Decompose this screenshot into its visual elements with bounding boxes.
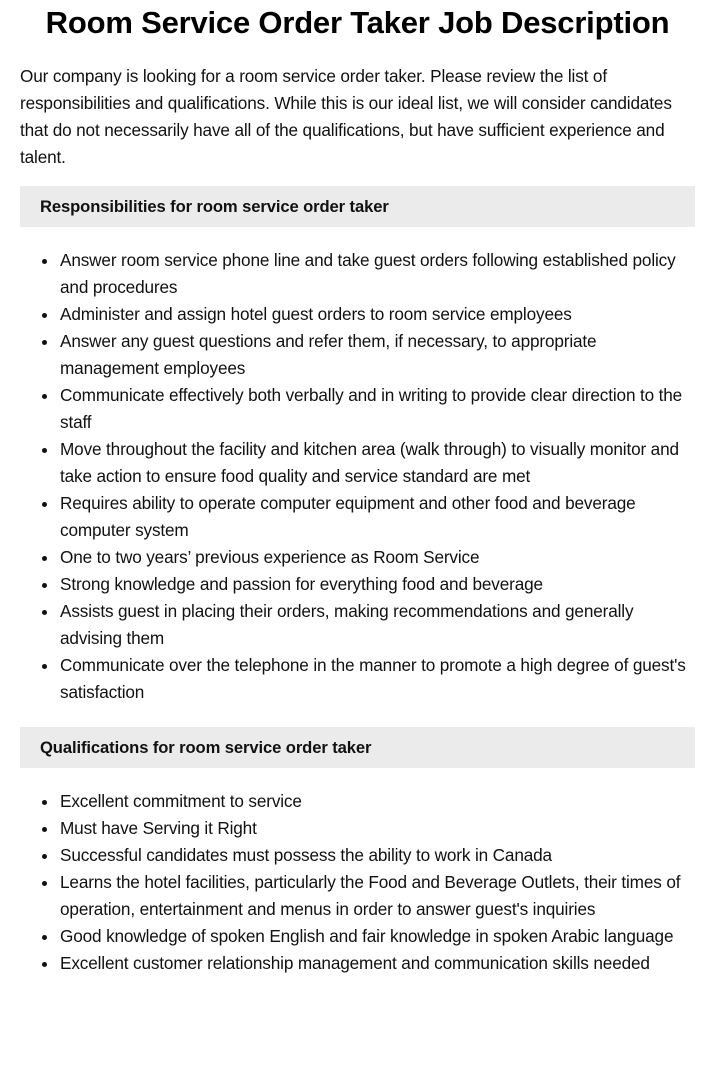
list-item: Excellent customer relationship management and communication skills needed [60, 950, 695, 977]
responsibilities-list [20, 247, 695, 706]
list-item: Answer any guest questions and refer them, if necessary, to appropriate management employees [60, 328, 695, 382]
qualifications-heading: Qualifications for room service order taker [20, 727, 695, 768]
list-item: Excellent commitment to service [60, 788, 695, 815]
qualifications-list [20, 788, 695, 977]
list-item: Requires ability to operate computer equipment and other food and beverage computer system [60, 490, 695, 544]
list-item: Strong knowledge and passion for everything food and beverage [60, 571, 695, 598]
list-item: Must have Serving it Right [60, 815, 695, 842]
list-item: Successful candidates must possess the ability to work in Canada [60, 842, 695, 869]
list-item: Answer room service phone line and take guest orders following established policy and procedures [60, 247, 695, 301]
list-item: Communicate effectively both verbally and in writing to provide clear direction to the staff [60, 382, 695, 436]
list-item: One to two years’ previous experience as Room Service [60, 544, 695, 571]
list-item: Good knowledge of spoken English and fair knowledge in spoken Arabic language [60, 923, 695, 950]
page-title: Room Service Order Taker Job Description [45, 5, 670, 40]
responsibilities-heading: Responsibilities for room service order taker [20, 186, 695, 227]
list-item: Communicate over the telephone in the manner to promote a high degree of guest's satisfaction [60, 652, 695, 706]
list-item: Administer and assign hotel guest orders to room service employees [60, 301, 695, 328]
list-item: Assists guest in placing their orders, making recommendations and generally advising them [60, 598, 695, 652]
intro-paragraph: Our company is looking for a room service order taker. Please review the list of responsibilities and qualifications. While this is our ideal list, we will consider candidates that do not necessarily have all of the qualifications, but have sufficient experience and talent. [20, 66, 672, 167]
list-item: Move throughout the facility and kitchen area (walk through) to visually monitor and take action to ensure food quality and service standard are met [60, 436, 695, 490]
list-item: Learns the hotel facilities, particularly the Food and Beverage Outlets, their times of operation, entertainment and menus in order to answer guest's inquiries [60, 869, 695, 923]
